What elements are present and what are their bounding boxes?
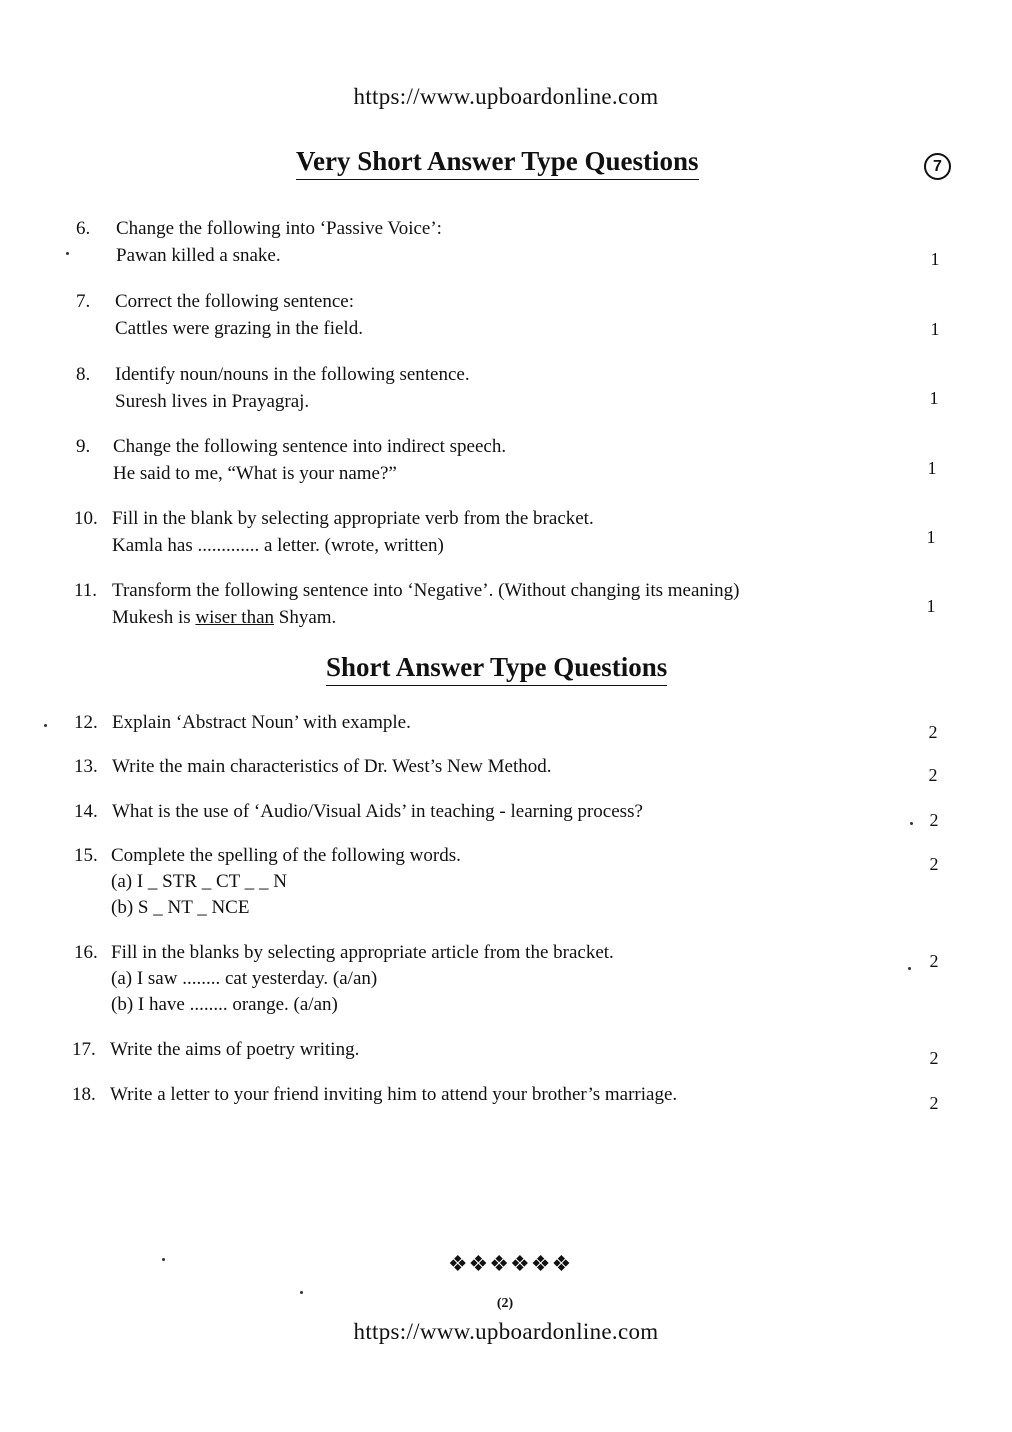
question-marks: 2 (929, 1048, 939, 1068)
question-text: What is the use of ‘Audio/Visual Aids’ in teaching - learning process? (112, 801, 643, 822)
underlined-phrase: wiser than (195, 607, 275, 628)
question-marks: 2 (928, 722, 938, 742)
question-marks: 1 (926, 596, 936, 616)
question-number: 13. (74, 756, 98, 777)
question-marks: 2 (929, 810, 939, 830)
page-badge: 7 (924, 153, 951, 180)
question-number: 8. (76, 364, 91, 385)
question-number: 9. (76, 436, 91, 457)
article-item-a: (a) I saw ........ cat yesterday. (a/an) (111, 968, 378, 989)
question-number: 11. (74, 580, 98, 601)
section-title-very-short: Very Short Answer Type Questions (296, 146, 699, 180)
question-text: Write the aims of poetry writing. (110, 1039, 360, 1060)
footer-url: https://www.upboardonline.com (353, 1319, 659, 1344)
question-marks: 1 (927, 458, 937, 478)
question-number: 7. (76, 291, 91, 312)
question-marks: 2 (929, 951, 939, 971)
question-sentence: Suresh lives in Prayagraj. (115, 391, 310, 412)
question-text: Transform the following sentence into ‘Negative’. (Without changing its meaning) (112, 580, 740, 601)
question-sentence: Pawan killed a snake. (116, 245, 281, 266)
spelling-item-a: (a) I _ STR _ CT _ _ N (111, 871, 287, 892)
question-number: 14. (74, 801, 98, 822)
question-text: Write a letter to your friend inviting him to attend your brother’s marriage. (110, 1084, 678, 1105)
question-text: Correct the following sentence: (115, 291, 355, 312)
question-text: Explain ‘Abstract Noun’ with example. (112, 712, 411, 733)
question-marks: 2 (928, 765, 938, 785)
ornament-divider: ❖❖❖❖❖❖ (447, 1252, 573, 1277)
question-number: 6. (76, 218, 91, 239)
scan-speck (162, 1258, 165, 1261)
question-marks: 2 (929, 854, 939, 874)
question-marks: 1 (926, 527, 936, 547)
header-url: https://www.upboardonline.com (353, 84, 659, 109)
question-text: Fill in the blank by selecting appropriate verb from the bracket. (112, 508, 594, 529)
question-marks: 2 (929, 1093, 939, 1113)
question-marks: 1 (929, 388, 939, 408)
spelling-item-b: (b) S _ NT _ NCE (111, 897, 250, 918)
question-text: Change the following sentence into indirect speech. (113, 436, 507, 457)
question-marks: 1 (930, 249, 940, 269)
question-number: 18. (72, 1084, 96, 1105)
question-number: 10. (74, 508, 98, 529)
page-number: (2) (496, 1296, 514, 1311)
question-marks: 1 (930, 319, 940, 339)
question-text: Identify noun/nouns in the following sentence. (115, 364, 470, 385)
question-number: 12. (74, 712, 98, 733)
question-sentence (112, 605, 336, 631)
question-text: Write the main characteristics of Dr. West’s New Method. (112, 756, 552, 777)
question-sentence: He said to me, “What is your name?” (113, 463, 397, 484)
section-title-short: Short Answer Type Questions (326, 652, 667, 686)
question-number: 15. (74, 845, 98, 866)
question-sentence: Cattles were grazing in the field. (115, 318, 363, 339)
question-text: Change the following into ‘Passive Voice’: (116, 218, 442, 239)
sentence-part: Mukesh is (112, 607, 191, 628)
scan-speck (910, 822, 913, 825)
scan-speck (44, 724, 47, 727)
article-item-b: (b) I have ........ orange. (a/an) (111, 994, 338, 1015)
question-sentence: Kamla has ............. a letter. (wrote, written) (112, 535, 444, 556)
scan-speck (300, 1291, 303, 1294)
question-text: Fill in the blanks by selecting appropriate article from the bracket. (111, 942, 614, 963)
scan-speck (66, 252, 69, 255)
question-text: Complete the spelling of the following words. (111, 845, 461, 866)
sentence-part: Shyam. (278, 607, 337, 628)
question-number: 17. (72, 1039, 96, 1060)
question-number: 16. (74, 942, 98, 963)
scan-speck (908, 967, 911, 970)
